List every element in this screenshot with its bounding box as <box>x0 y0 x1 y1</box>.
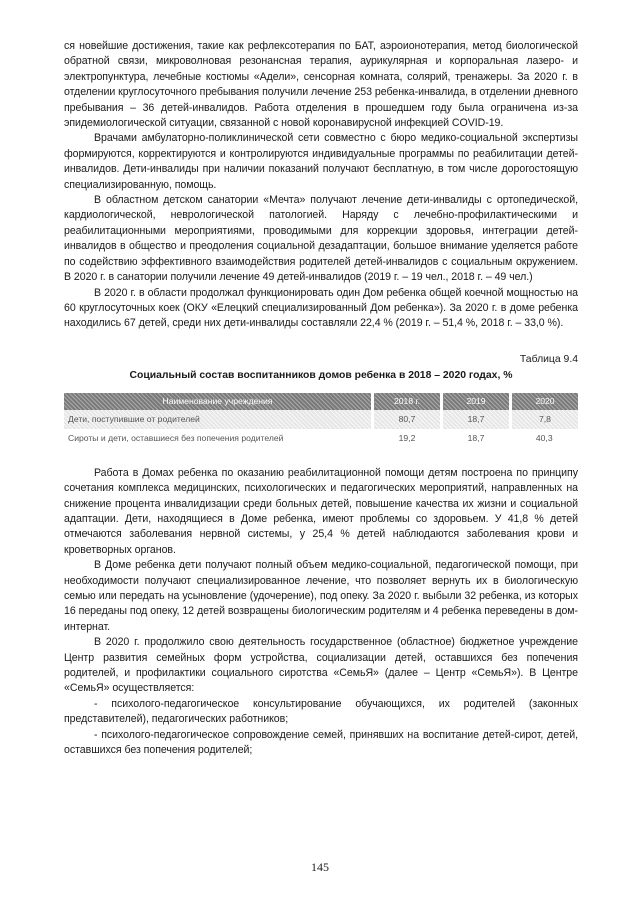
paragraph: Работа в Домах ребенка по оказанию реабилитационной помощи детям построена по принципу сочетания комплекса медицинских, психологических и педагогических мероприятий, направленных на снижение процента инвалидизации среди больных детей, повышение качества их жизни и социальной адаптации. Дети, находящиеся в Доме ребенка, имеют проблемы со здоровьем. У 41,8 % детей отмечаются заболевания нервной системы, у 25,4 % детей наблюдаются заболевания крови и кроветворных органов. <box>64 466 578 556</box>
row-label: Сироты и дети, оставшиеся без попечения родителей <box>68 433 284 444</box>
page-number: 145 <box>311 860 329 874</box>
list-item: - психолого-педагогическое сопровождение семей, принявших на воспитание детей-сирот, детей, оставшихся без попечения родителей; <box>64 728 578 757</box>
paragraph: В 2020 г. в области продолжал функционировать один Дом ребенка общей коечной мощностью на 60 круглосуточных коек (ОКУ «Елецкий специализированный Дом ребенка»). За 2020 г. в доме ребенка находились 67 детей, среди них дети-инвалиды составляли 22,4 % (2019 г. – 51,4 %, 2018 г. – 33,0 %). <box>64 286 578 330</box>
cell-value: 7,8 <box>511 410 579 429</box>
paragraph: В Доме ребенка дети получают полный объем медико-социальной, педагогической помощи, при необходимости получают специализированное лечение, что позволяет вернуть их в биологическую семью или передать на усыновление (удочерение), под опеку. За 2020 г. выбыли 32 ребенка, из которых 16 переданы под опеку, 12 детей возвращены биологическим родителям и 4 ребенка переведены в дом-интернат. <box>64 559 578 633</box>
cell-value: 19,2 <box>398 433 416 444</box>
cell-value: 18,7 <box>442 410 511 429</box>
list-item: - психолого-педагогическое консультирование обучающихся, их родителей (законных представителей), педагогических работников; <box>64 697 578 726</box>
paragraph: В 2020 г. продолжило свою деятельность государственное (областное) бюджетное учреждение Центр развития семейных форм устройства, социализации детей, оставшихся без попечения родителей, и профилактики социального сиротства «СемьЯ» (далее – Центр «СемьЯ»). В Центре «СемьЯ» осуществляется: <box>64 636 578 695</box>
column-header-2018: 2018 г. <box>373 393 442 410</box>
table-title: Социальный состав воспитанников домов ребенка в 2018 – 2020 годах, % <box>129 369 513 381</box>
cell-value: 40,3 <box>535 433 553 444</box>
table-row <box>64 410 578 429</box>
table-number: Таблица 9.4 <box>519 353 578 365</box>
table-header-row <box>64 393 578 410</box>
paragraph: В областном детском санатории «Мечта» получают лечение дети-инвалиды с ортопедической, кардиологической, неврологической патологией. Наряду с лечебно-профилактическими и реабилитационными мероприятиями, проводимыми для коррекции здоровья, интеграции детей-инвалидов в общество и преодоления социальной дезадаптации, большое внимание уделяется работе по содействию эффективного взаимодействия родителей детей-инвалидов с социальным окружением. В 2020 г. в санатории получили лечение 49 детей-инвалидов (2019 г. – 19 чел., 2018 г. – 49 чел.) <box>64 194 578 284</box>
paragraph: ся новейшие достижения, такие как рефлексотерапия по БАТ, аэроионотерапия, метод биологической обратной связи, микроволновая резонансная терапия, аурикулярная и корпоральная лазеро- и электропунктура, лечебные костюмы «Адели», сенсорная комната, солярий, тренажеры. За 2020 г. в отделении круглосуточного пребывания получили лечение 253 ребенка-инвалида, в отделении дневного пребывания – 36 детей-инвалидов. Работа отделения в прошедшем году была ограничена из-за эпидемиологической ситуации, связанной с новой коронавирусной инфекцией COVID-19. <box>64 40 578 130</box>
column-header-2020: 2020 <box>511 393 579 410</box>
cell-value: 18,7 <box>467 433 485 444</box>
data-table <box>64 393 578 448</box>
cell-value: 80,7 <box>373 410 442 429</box>
row-label: Дети, поступившие от родителей <box>64 410 373 429</box>
paragraph: Врачами амбулаторно-поликлинической сети совместно с бюро медико-социальной экспертизы формируются, корректируются и контролируются индивидуальные программы по реабилитации детей-инвалидов. Дети-инвалиды при наличии показаний получают бесплатную, в том числе дорогостоящую специализированную, помощь. <box>64 132 578 191</box>
table-row <box>64 429 578 448</box>
document-page <box>64 39 578 758</box>
column-header-name: Наименование учреждения <box>64 393 373 410</box>
column-header-2019: 2019 <box>442 393 511 410</box>
